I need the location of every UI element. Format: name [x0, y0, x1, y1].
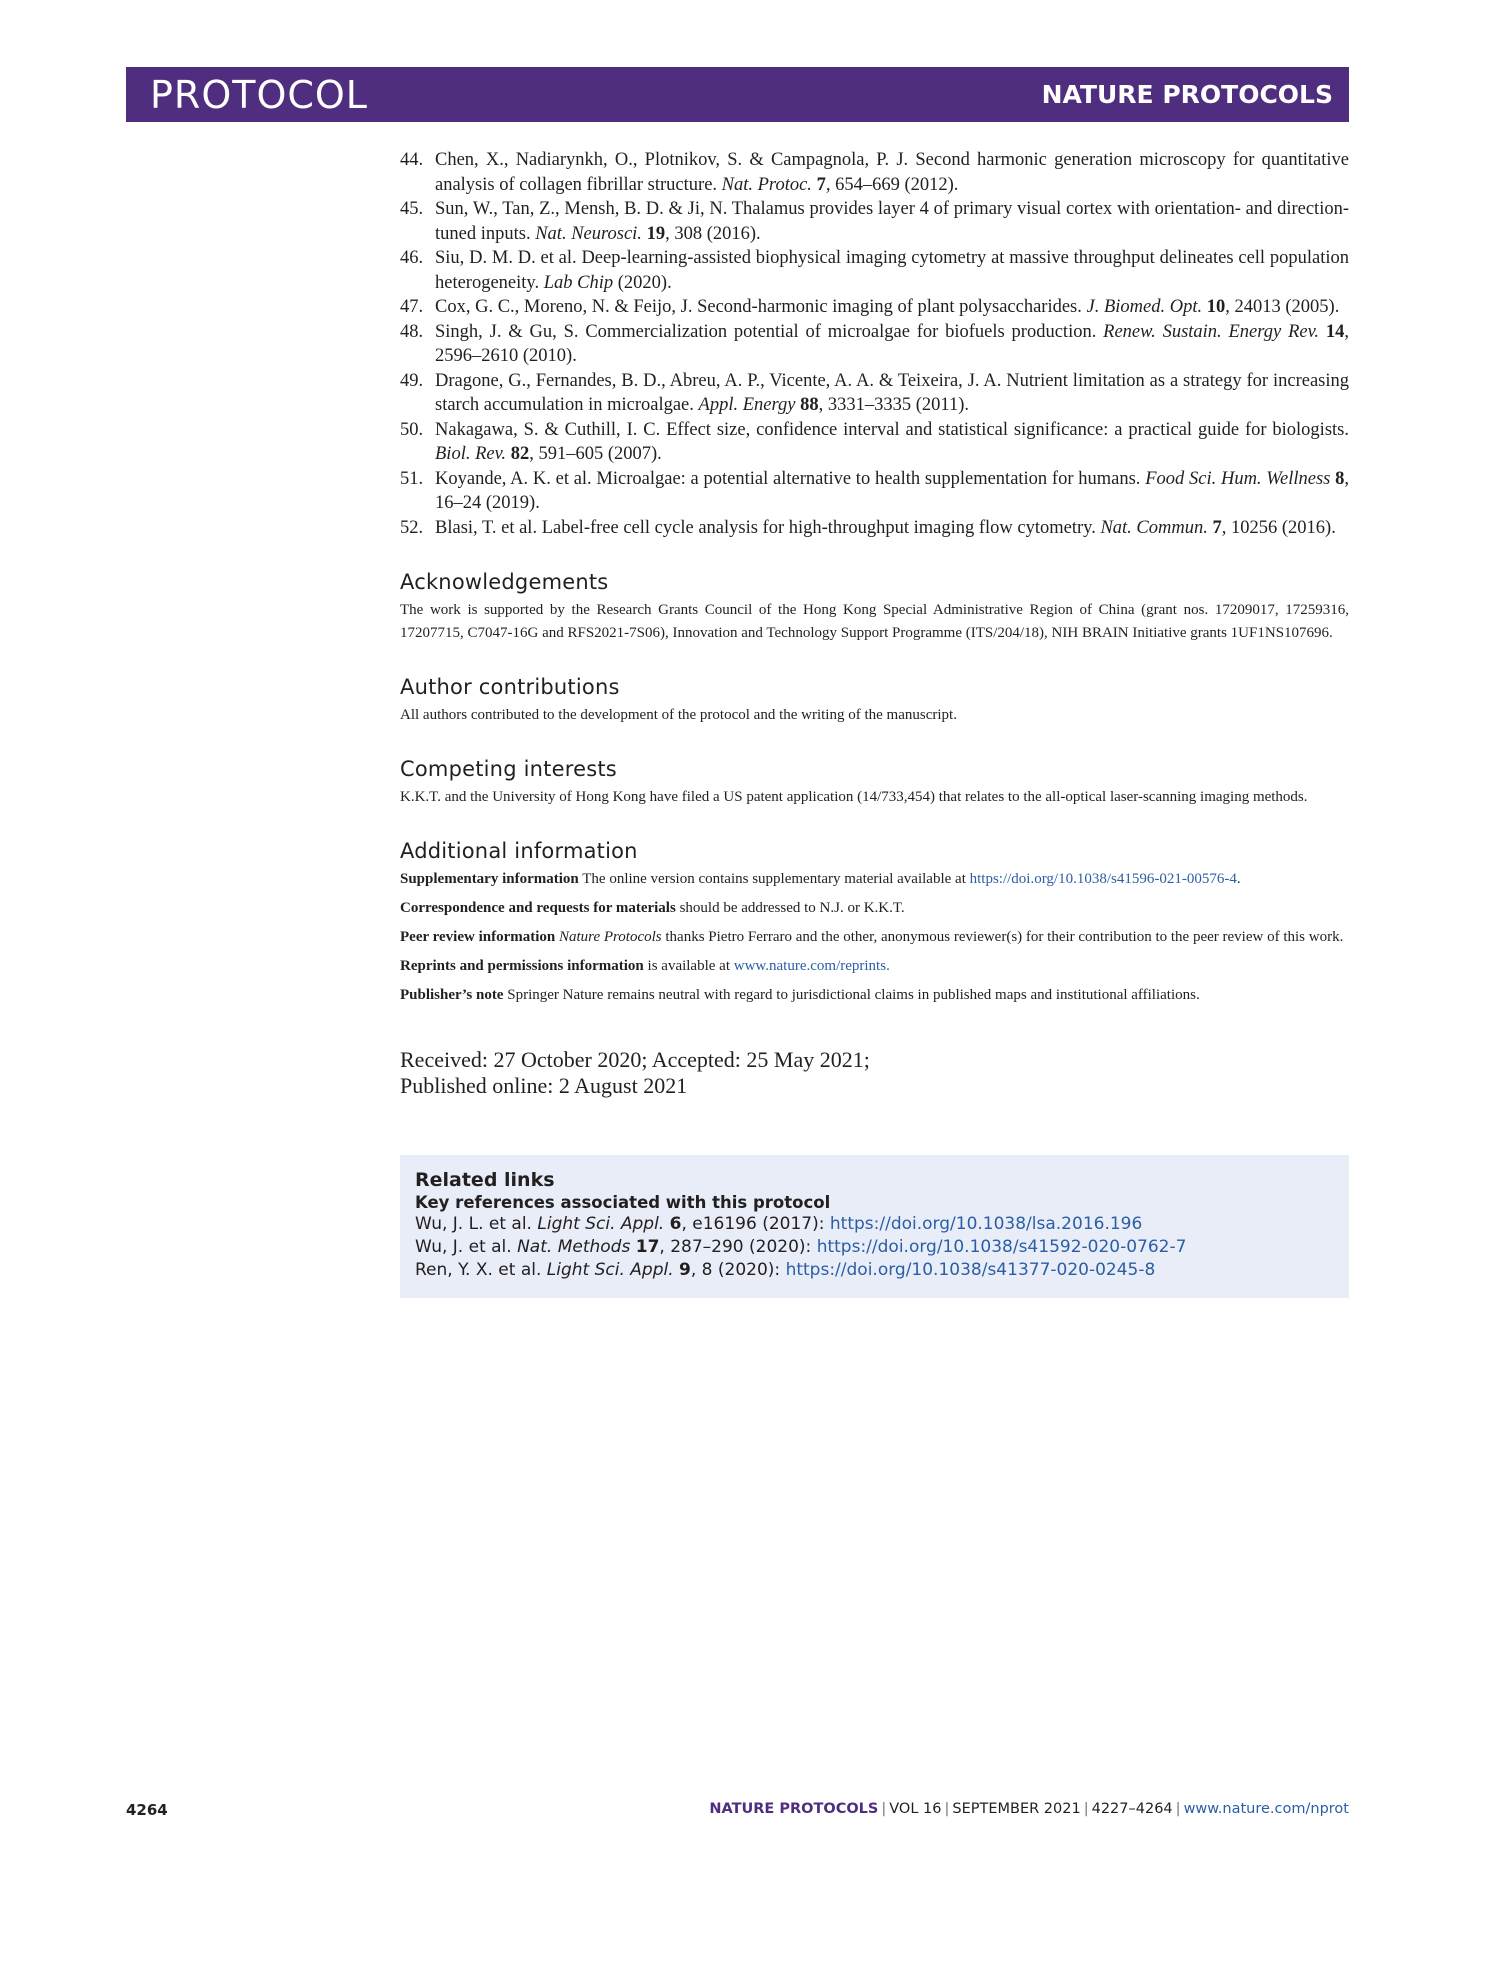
- reference-text: Chen, X., Nadiarynkh, O., Plotnikov, S. & Campagnola, P. J. Second harmonic generation microscopy for quantitative analysis of collagen fibrillar structure.: [435, 150, 1349, 195]
- related-details: , e16196 (2017):: [681, 1214, 830, 1234]
- reference-item: [400, 246, 1349, 295]
- related-link-item: [415, 1236, 1334, 1259]
- reference-text: Nakagawa, S. & Cuthill, I. C. Effect size, confidence interval and statistical significance: a practical guide for biologists.: [435, 419, 1349, 440]
- related-links-list: [415, 1213, 1334, 1282]
- related-links-title: Related links: [415, 1169, 555, 1191]
- reference-item: [400, 369, 1349, 418]
- reference-number: 47.: [400, 297, 424, 317]
- related-links-box: [400, 1155, 1349, 1298]
- related-journal: Light Sci. Appl.: [546, 1260, 674, 1280]
- publication-dates: [400, 1047, 1349, 1099]
- reference-journal: Renew. Sustain. Energy Rev.: [1103, 321, 1320, 342]
- reference-volume: 7: [816, 174, 826, 195]
- reprints-text: is available at: [643, 958, 734, 974]
- related-authors: Ren, Y. X. et al.: [415, 1260, 547, 1280]
- reference-journal: Nat. Commun.: [1100, 517, 1208, 538]
- reference-volume: 8: [1335, 468, 1345, 489]
- additional-information-heading: Additional information: [400, 839, 638, 863]
- reference-text: Cox, G. C., Moreno, N. & Feijo, J. Second-harmonic imaging of plant polysaccharides.: [435, 297, 1087, 317]
- footer-separator: |: [1083, 1801, 1089, 1817]
- reference-text: Blasi, T. et al. Label-free cell cycle analysis for high-throughput imaging flow cytometry.: [435, 517, 1101, 538]
- reference-journal: Nat. Neurosci.: [535, 223, 642, 244]
- supplementary-label: Supplementary information: [400, 871, 579, 887]
- reference-text: Koyande, A. K. et al. Microalgae: a potential alternative to health supplementation for humans.: [435, 468, 1146, 489]
- reference-text: Singh, J. & Gu, S. Commercialization potential of microalgae for biofuels production.: [435, 321, 1104, 342]
- reference-journal: Food Sci. Hum. Wellness: [1145, 468, 1331, 489]
- footer-separator: |: [1175, 1801, 1181, 1817]
- related-link-item: [415, 1259, 1334, 1282]
- author-contributions-body: All authors contributed to the development of the protocol and the writing of the manuscript.: [400, 707, 957, 723]
- acknowledgements-heading: Acknowledgements: [400, 570, 609, 594]
- reference-number: 52.: [400, 517, 424, 538]
- related-doi-link[interactable]: https://doi.org/10.1038/lsa.2016.196: [829, 1214, 1143, 1234]
- peer-review-label: Peer review information: [400, 929, 556, 945]
- supplementary-information: [400, 868, 1349, 891]
- reference-item: [400, 467, 1349, 516]
- related-journal: Light Sci. Appl.: [537, 1214, 665, 1234]
- reference-item: [400, 148, 1349, 197]
- reference-volume: 82: [510, 444, 530, 464]
- peer-review-text: thanks Pietro Ferraro and the other, anonymous reviewer(s) for their contribution to the peer review of this work.: [661, 929, 1344, 945]
- reference-number: 51.: [400, 468, 424, 489]
- reference-journal: Appl. Energy: [698, 395, 796, 415]
- supplementary-text: The online version contains supplementary material available at: [578, 871, 970, 887]
- reference-details: , 10256 (2016).: [1221, 517, 1336, 538]
- correspondence-text: should be addressed to N.J. or K.K.T.: [675, 900, 905, 916]
- related-volume: 9: [679, 1260, 691, 1280]
- reference-text: Dragone, G., Fernandes, B. D., Abreu, A. P., Vicente, A. A. & Teixeira, J. A. Nutrient limitation as a strategy for increasing starch accumulation in microalgae.: [435, 370, 1349, 415]
- related-details: , 287–290 (2020):: [659, 1237, 817, 1257]
- related-links-subtitle: Key references associated with this protocol: [415, 1193, 831, 1212]
- reference-journal: J. Biomed. Opt.: [1086, 297, 1203, 317]
- related-journal: Nat. Methods: [517, 1237, 631, 1257]
- peer-review-journal: Nature Protocols: [558, 929, 662, 945]
- reference-details: , 591–605 (2007).: [529, 444, 662, 464]
- reference-journal: Nat. Protoc.: [721, 174, 812, 195]
- competing-interests-body: K.K.T. and the University of Hong Kong have filed a US patent application (14/733,454) that relates to the all-optical laser-scanning imaging methods.: [400, 789, 1308, 805]
- reference-volume: 7: [1212, 517, 1222, 538]
- reference-journal: Biol. Rev.: [435, 444, 507, 464]
- reference-item: [400, 197, 1349, 246]
- reference-details: , 24013 (2005).: [1225, 297, 1340, 317]
- correspondence-label: Correspondence and requests for materials: [400, 900, 676, 916]
- reprints-information: [400, 955, 1349, 978]
- header-banner: [126, 67, 1349, 122]
- supplementary-link[interactable]: https://doi.org/10.1038/s41596-021-00576-4: [969, 871, 1237, 887]
- reference-volume: 19: [646, 223, 666, 244]
- additional-information-section: [400, 839, 1349, 1007]
- related-doi-link[interactable]: https://doi.org/10.1038/s41377-020-0245-8: [785, 1260, 1156, 1280]
- publishers-note: [400, 984, 1349, 1007]
- reference-number: 50.: [400, 419, 424, 440]
- reference-volume: 88: [800, 395, 819, 415]
- footer-volume: VOL 16: [889, 1801, 942, 1817]
- reference-details: , 2596–2610 (2010).: [435, 321, 1350, 366]
- footer-separator: |: [944, 1801, 950, 1817]
- reference-list: [400, 148, 1349, 540]
- footer-url[interactable]: www.nature.com/nprot: [1183, 1801, 1349, 1817]
- footer-journal: NATURE PROTOCOLS: [709, 1801, 879, 1817]
- related-link-item: [415, 1213, 1334, 1236]
- reference-details: , 16–24 (2019).: [435, 468, 1349, 513]
- reference-number: 46.: [400, 248, 424, 268]
- related-authors: Wu, J. et al.: [415, 1237, 518, 1257]
- publishers-note-label: Publisher’s note: [400, 987, 504, 1003]
- competing-interests-heading: Competing interests: [400, 757, 617, 781]
- correspondence: [400, 897, 1349, 920]
- reference-details: , 308 (2016).: [665, 223, 761, 244]
- reference-text: Sun, W., Tan, Z., Mensh, B. D. & Ji, N. Thalamus provides layer 4 of primary visual cortex with orientation- and direction-tuned inputs.: [435, 199, 1349, 244]
- reference-journal: Lab Chip: [543, 272, 614, 293]
- reference-item: [400, 516, 1349, 541]
- publishers-note-text: Springer Nature remains neutral with regard to jurisdictional claims in published maps and institutional affiliations.: [503, 987, 1200, 1003]
- author-contributions-heading: Author contributions: [400, 675, 620, 699]
- related-volume: 6: [669, 1214, 682, 1234]
- article-type-label: PROTOCOL: [150, 72, 368, 117]
- reference-item: [400, 418, 1349, 467]
- peer-review-information: [400, 926, 1349, 949]
- acknowledgements-section: [400, 570, 1349, 645]
- footer-separator: |: [881, 1801, 887, 1817]
- published-online-line: Published online: 2 August 2021: [400, 1073, 688, 1098]
- footer-pages: 4227–4264: [1091, 1801, 1173, 1817]
- page-number: 4264: [126, 1801, 168, 1819]
- reference-number: 48.: [400, 321, 424, 342]
- reference-details: , 3331–3335 (2011).: [818, 395, 969, 415]
- reference-text: Siu, D. M. D. et al. Deep-learning-assisted biophysical imaging cytometry at massive throughput delineates cell population heterogeneity.: [435, 248, 1349, 293]
- footer-citation: [709, 1801, 1349, 1817]
- reference-details: (2020).: [613, 272, 672, 293]
- reference-volume: 10: [1206, 297, 1226, 317]
- footer-date: SEPTEMBER 2021: [952, 1801, 1081, 1817]
- received-accepted-line: Received: 27 October 2020; Accepted: 25 May 2021;: [400, 1047, 870, 1072]
- reference-item: [400, 295, 1349, 320]
- main-content: [400, 148, 1349, 1298]
- reference-number: 45.: [400, 199, 424, 219]
- related-doi-link[interactable]: https://doi.org/10.1038/s41592-020-0762-7: [816, 1237, 1187, 1257]
- competing-interests-section: [400, 757, 1349, 809]
- reference-number: 44.: [400, 150, 424, 170]
- related-volume: 17: [635, 1237, 660, 1257]
- acknowledgements-body: The work is supported by the Research Grants Council of the Hong Kong Special Administrative Region of China (grant nos. 17209017, 17259316, 17207715, C7047-16G and RFS2021-7S06), Innovation and Technology Support Programme (ITS/204/18), NIH BRAIN Initiative grants 1UF1NS107696.: [400, 602, 1349, 641]
- journal-name: NATURE PROTOCOLS: [1041, 80, 1333, 109]
- reference-number: 49.: [400, 370, 424, 391]
- reference-volume: 14: [1325, 321, 1345, 342]
- author-contributions-section: [400, 675, 1349, 727]
- reprints-link[interactable]: www.nature.com/reprints.: [733, 958, 890, 974]
- related-details: , 8 (2020):: [690, 1260, 786, 1280]
- related-authors: Wu, J. L. et al.: [415, 1214, 538, 1234]
- supplementary-end: .: [1236, 871, 1241, 887]
- reference-item: [400, 320, 1349, 369]
- reference-details: , 654–669 (2012).: [825, 174, 959, 195]
- reprints-label: Reprints and permissions information: [400, 958, 644, 974]
